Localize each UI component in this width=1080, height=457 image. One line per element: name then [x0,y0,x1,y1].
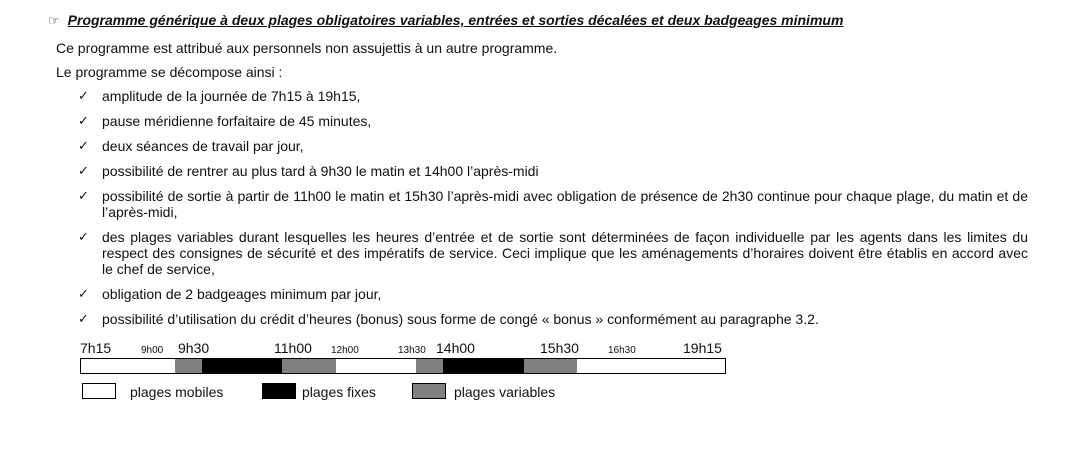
time-label: 13h30 [398,345,426,356]
check-icon: ✓ [78,229,89,244]
time-label: 11h00 [274,340,312,356]
time-label: 16h30 [608,345,636,356]
timeline-segment-variable [175,359,202,373]
list-item-text: possibilité d’utilisation du crédit d’heures (bonus) sous forme de congé « bonus » conformément au paragraphe 3.2. [102,311,819,327]
list-item-text: des plages variables durant lesquelles les heures d’entrée et de sortie sont déterminées de façon individuelle par les agents dans les limites du respect des consignes de sécurité et des impératifs de service. Ceci implique que les aménagements d’horaires doivent être établis en accord avec le chef de service, [102,229,1028,277]
time-label: 14h00 [436,340,475,356]
list-item [78,188,1028,220]
timeline-segment-mobile [336,359,417,373]
timeline-segment-variable [524,359,578,373]
time-label: 9h00 [141,345,164,356]
section-heading [48,12,843,29]
bullet-list [78,88,1028,327]
list-item [78,88,1028,104]
legend-label-mobile: plages mobiles [130,384,224,400]
list-item-text: obligation de 2 badgeages minimum par jour, [102,286,382,302]
timeline-labels [0,340,1080,358]
legend-label-fixed: plages fixes [302,384,376,400]
list-item-text: deux séances de travail par jour, [102,138,304,154]
intro-line-1: Ce programme est attribué aux personnels non assujettis à un autre programme. [56,40,558,56]
check-icon: ✓ [78,113,89,128]
list-item [78,113,1028,129]
time-label: 19h15 [683,340,722,356]
list-item [78,163,1028,179]
list-item [78,286,1028,302]
timeline-segment-mobile [81,359,175,373]
intro-line-2: Le programme se décompose ainsi : [56,64,283,80]
timeline-segment-fixed [443,359,524,373]
legend [0,383,1080,403]
list-item [78,229,1028,277]
check-icon: ✓ [78,188,89,203]
time-label: 15h30 [540,340,579,356]
time-label: 7h15 [80,340,112,356]
list-item [78,138,1028,154]
check-icon: ✓ [78,286,89,301]
timeline-segment-variable [282,359,336,373]
check-icon: ✓ [78,88,89,103]
list-item-text: amplitude de la journée de 7h15 à 19h15, [102,88,361,104]
timeline-segment-fixed [202,359,283,373]
list-item-text: possibilité de rentrer au plus tard à 9h30 le matin et 14h00 l’après-midi [102,163,539,179]
legend-swatch-variable [412,383,446,399]
legend-swatch-fixed [262,383,296,399]
list-item-text: pause méridienne forfaitaire de 45 minutes, [102,113,372,129]
list-item-text: possibilité de sortie à partir de 11h00 le matin et 15h30 l’après-midi avec obligation de présence de 2h30 continue pour chaque plage, du matin et de l’après-midi, [102,188,1028,220]
timeline-bar [80,358,726,374]
pointing-hand-icon: ☞ [48,13,60,28]
check-icon: ✓ [78,163,89,178]
check-icon: ✓ [78,138,89,153]
heading-text: Programme générique à deux plages obligatoires variables, entrées et sorties décalées et deux badgeages minimum [67,12,844,28]
time-label: 12h00 [331,345,359,356]
legend-swatch-mobile [82,383,116,399]
timeline-segment-variable [416,359,443,373]
check-icon: ✓ [78,311,89,326]
legend-label-variable: plages variables [454,384,556,400]
timeline-segment-mobile [577,359,725,373]
list-item [78,311,1028,327]
time-label: 9h30 [178,340,210,356]
